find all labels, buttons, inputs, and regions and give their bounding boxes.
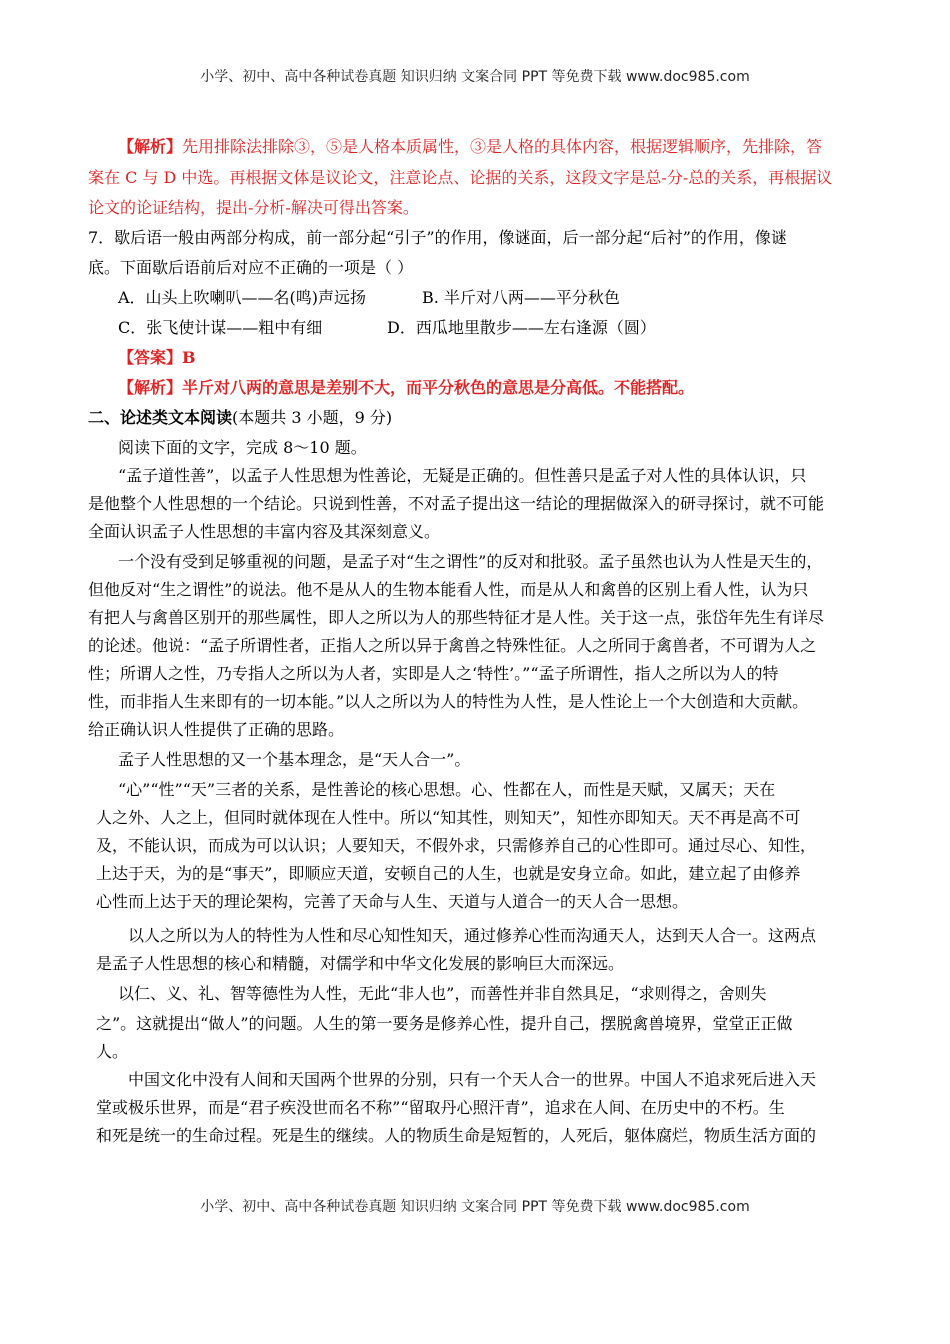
passage-p4-line: 人之外、人之上，但同时就体现在人性中。所以“知其性，则知天”，知性亦即知天。天不再是高不可 — [96, 808, 801, 827]
analysis-line-2: 案在 C 与 D 中选。再根据文体是议论文，注意论点、论据的关系，这段文字是总-分-总的关系，再根据议 — [88, 168, 833, 187]
q7-analysis — [118, 378, 898, 398]
q7-answer — [118, 348, 898, 368]
passage-p7-line: 堂或极乐世界，而是“君子疾没世而名不称”“留取丹心照汗青”，追求在人间、在历史中的不朽。生 — [96, 1098, 785, 1117]
q7-stem-line-1: 7．歇后语一般由两部分构成，前一部分起“引子”的作用，像谜面，后一部分起“后衬”的作用，像谜 — [88, 228, 787, 247]
passage-p2-line: 性；所谓人之性，乃专指人之所以为人者，实即是人之‘特性’。”“孟子所谓性，指人之所以为人的特 — [88, 664, 779, 683]
passage-p6-line: 人。 — [96, 1042, 129, 1061]
passage-p1-line: 是他整个人性思想的一个结论。只说到性善，不对孟子提出这一结论的理据做深入的研寻探讨，就不可能 — [88, 494, 825, 513]
passage-p4-line: 心性而上达于天的理论架构，完善了天命与人生、天道与人道合一的天人合一思想。 — [96, 892, 689, 911]
analysis-text-1: 先用排除法排除③，⑤是人格本质属性，③是人格的具体内容，根据逻辑顺序，先排除，答 — [182, 137, 823, 156]
q7-option-a: A．山头上吹喇叭——名(鸣)声远扬 — [118, 288, 367, 307]
passage-p6-line: 之”。这就提出“做人”的问题。人生的第一要务是修养心性，提升自己，摆脱禽兽境界，堂堂正正做 — [96, 1014, 793, 1033]
section-instruction: 阅读下面的文字，完成 8～10 题。 — [118, 438, 367, 457]
page-footer: 小学、初中、高中各种试卷真题 知识归纳 文案合同 PPT 等免费下载 www.doc985.com — [200, 1199, 750, 1215]
passage-p1-line: 全面认识孟子人性思想的丰富内容及其深刻意义。 — [88, 522, 441, 541]
passage-p1-line: “孟子道性善”，以孟子人性思想为性善论，无疑是正确的。但性善只是孟子对人性的具体认识，只 — [118, 466, 807, 485]
passage-p3-line: 孟子人性思想的又一个基本理念，是“天人合一”。 — [118, 750, 471, 769]
section-title: 二、论述类文本阅读 — [88, 408, 233, 427]
passage-p4-line: 及，不能认识，而成为可以认识；人要知天，不假外求，只需修养自己的心性即可。通过尽心、知性， — [96, 836, 817, 855]
passage-p7-line: 和死是统一的生命过程。死是生的继续。人的物质生命是短暂的，人死后，躯体腐烂，物质生活方面的 — [96, 1126, 817, 1145]
q7-option-c: C．张飞使计谋——粗中有细 — [118, 318, 323, 337]
passage-p7-line: 中国文化中没有人间和天国两个世界的分别，只有一个天人合一的世界。中国人不追求死后进入天 — [128, 1070, 817, 1089]
passage-p6-line: 以仁、义、礼、智等德性为人性，无此“非人也”，而善性并非自然具足，“求则得之，舍则失 — [118, 984, 767, 1003]
section-2-title — [88, 408, 868, 428]
passage-p2-line: 性，而非指人生来即有的一切本能。”以人之所以为人的特性为人性，是人性论上一个大创造和大贡献。 — [88, 692, 809, 711]
analysis-line-1 — [118, 137, 898, 157]
passage-p5-line: 以人之所以为人的特性为人性和尽心知性知天，通过修养心性而沟通天人，达到天人合一。这两点 — [128, 926, 817, 945]
answer-tag: 【答案】 — [118, 348, 183, 367]
answer-value: B — [182, 348, 196, 367]
passage-p2-line: 有把人与禽兽区别开的那些属性，即人之所以为人的那些特征才是人性。关于这一点，张岱年先生有详尽 — [88, 608, 825, 627]
analysis-tag: 【解析】 — [118, 137, 183, 156]
passage-p2-line: 一个没有受到足够重视的问题，是孟子对“生之谓性”的反对和批驳。孟子虽然也认为人性是天生的， — [118, 552, 823, 571]
section-note: (本题共 3 小题，9 分) — [232, 408, 393, 427]
page-header: 小学、初中、高中各种试卷真题 知识归纳 文案合同 PPT 等免费下载 www.doc985.com — [200, 69, 750, 85]
analysis-tag: 【解析】 — [118, 378, 183, 397]
passage-p2-line: 但他反对“生之谓性”的说法。他不是从人的生物本能看人性，而是从人和禽兽的区别上看人性，认为只 — [88, 580, 809, 599]
passage-p2-line: 给正确认识人性提供了正确的思路。 — [88, 720, 345, 739]
passage-p5-line: 是孟子人性思想的核心和精髓，对儒学和中华文化发展的影响巨大而深远。 — [96, 954, 625, 973]
passage-p4-line: “心”“性”“天”三者的关系，是性善论的核心思想。心、性都在人，而性是天赋，又属天；天在 — [118, 780, 776, 799]
q7-stem-line-2: 底。下面歇后语前后对应不正确的一项是（ ） — [88, 258, 414, 277]
q7-option-b: B. 半斤对八两——平分秋色 — [422, 288, 620, 307]
analysis-text: 半斤对八两的意思是差别不大，而平分秋色的意思是分高低。不能搭配。 — [182, 378, 695, 397]
passage-p2-line: 的论述。他说：“孟子所谓性者，正指人之所以异于禽兽之特殊性征。人之所同于禽兽者，不可谓为人之 — [88, 636, 817, 655]
passage-p4-line: 上达于天，为的是“事天”，即顺应天道，安顿自己的人生，也就是安身立命。如此，建立起了由修养 — [96, 864, 801, 883]
analysis-line-3: 论文的论证结构，提出-分析-解决可得出答案。 — [88, 198, 419, 217]
q7-option-d: D．西瓜地里散步——左右逢源（圆） — [387, 318, 656, 337]
